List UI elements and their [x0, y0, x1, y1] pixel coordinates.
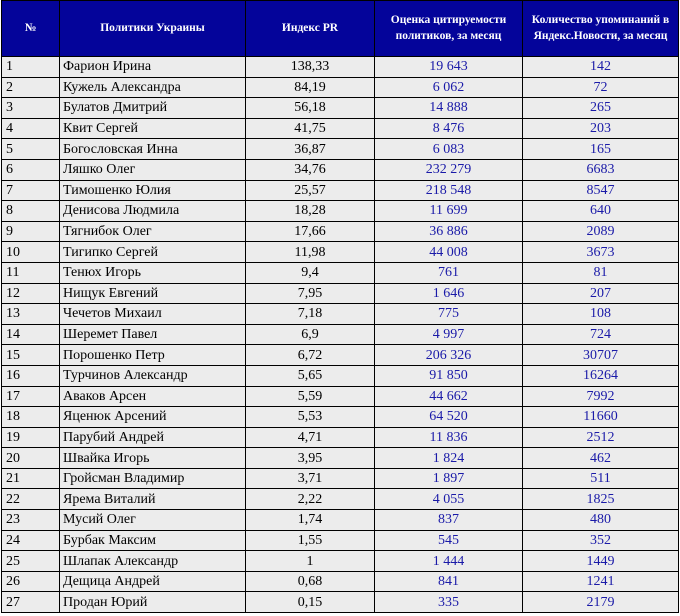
- cell-num: 16: [2, 365, 60, 386]
- cell-name: Кужель Александра: [60, 77, 246, 98]
- table-row: [2, 201, 679, 222]
- cell-mentions: 30707: [523, 345, 679, 366]
- cell-num: 27: [2, 592, 60, 613]
- table-row: [2, 427, 679, 448]
- cell-name: Тигипко Сергей: [60, 242, 246, 263]
- cell-pr-index: 17,66: [246, 221, 375, 242]
- cell-name: Аваков Арсен: [60, 386, 246, 407]
- cell-name: Ярема Виталий: [60, 489, 246, 510]
- cell-mentions: 1825: [523, 489, 679, 510]
- table-row: [2, 304, 679, 325]
- cell-pr-index: 84,19: [246, 77, 375, 98]
- cell-pr-index: 6,72: [246, 345, 375, 366]
- cell-name: Булатов Дмитрий: [60, 98, 246, 119]
- table-row: [2, 262, 679, 283]
- cell-num: 24: [2, 530, 60, 551]
- cell-name: Чечетов Михаил: [60, 304, 246, 325]
- table-row: [2, 180, 679, 201]
- cell-pr-index: 3,71: [246, 468, 375, 489]
- cell-name: Денисова Людмила: [60, 201, 246, 222]
- cell-name: Продан Юрий: [60, 592, 246, 613]
- cell-citation: 232 279: [375, 159, 523, 180]
- table-row: [2, 139, 679, 160]
- cell-pr-index: 0,15: [246, 592, 375, 613]
- table-row: [2, 283, 679, 304]
- cell-pr-index: 11,98: [246, 242, 375, 263]
- table-row: [2, 551, 679, 572]
- cell-num: 3: [2, 98, 60, 119]
- cell-name: Тягнибок Олег: [60, 221, 246, 242]
- table-row: [2, 530, 679, 551]
- cell-mentions: 265: [523, 98, 679, 119]
- cell-pr-index: 1,55: [246, 530, 375, 551]
- table-body: [2, 57, 679, 613]
- cell-num: 25: [2, 551, 60, 572]
- cell-pr-index: 1: [246, 551, 375, 572]
- table-row: [2, 468, 679, 489]
- cell-num: 17: [2, 386, 60, 407]
- cell-citation: 545: [375, 530, 523, 551]
- cell-citation: 837: [375, 510, 523, 531]
- cell-pr-index: 34,76: [246, 159, 375, 180]
- cell-pr-index: 6,9: [246, 324, 375, 345]
- cell-citation: 6 062: [375, 77, 523, 98]
- table-row: [2, 77, 679, 98]
- header-pr-index: Индекс PR: [246, 1, 375, 57]
- cell-pr-index: 9,4: [246, 262, 375, 283]
- cell-citation: 1 897: [375, 468, 523, 489]
- cell-pr-index: 18,28: [246, 201, 375, 222]
- cell-name: Шеремет Павел: [60, 324, 246, 345]
- cell-pr-index: 5,65: [246, 365, 375, 386]
- cell-pr-index: 36,87: [246, 139, 375, 160]
- cell-citation: 64 520: [375, 407, 523, 428]
- cell-mentions: 81: [523, 262, 679, 283]
- cell-citation: 19 643: [375, 57, 523, 78]
- cell-pr-index: 2,22: [246, 489, 375, 510]
- cell-citation: 761: [375, 262, 523, 283]
- cell-mentions: 511: [523, 468, 679, 489]
- cell-num: 14: [2, 324, 60, 345]
- cell-num: 26: [2, 571, 60, 592]
- cell-mentions: 165: [523, 139, 679, 160]
- cell-citation: 44 008: [375, 242, 523, 263]
- table-row: [2, 489, 679, 510]
- cell-name: Тимошенко Юлия: [60, 180, 246, 201]
- cell-pr-index: 56,18: [246, 98, 375, 119]
- cell-citation: 11 836: [375, 427, 523, 448]
- table-row: [2, 448, 679, 469]
- cell-mentions: 2089: [523, 221, 679, 242]
- cell-name: Яценюк Арсений: [60, 407, 246, 428]
- cell-mentions: 3673: [523, 242, 679, 263]
- cell-citation: 1 444: [375, 551, 523, 572]
- cell-num: 22: [2, 489, 60, 510]
- cell-name: Мусий Олег: [60, 510, 246, 531]
- cell-name: Нищук Евгений: [60, 283, 246, 304]
- cell-num: 2: [2, 77, 60, 98]
- cell-name: Квит Сергей: [60, 118, 246, 139]
- cell-citation: 4 997: [375, 324, 523, 345]
- table-row: [2, 510, 679, 531]
- table-row: [2, 365, 679, 386]
- cell-num: 9: [2, 221, 60, 242]
- cell-name: Шлапак Александр: [60, 551, 246, 572]
- cell-pr-index: 41,75: [246, 118, 375, 139]
- cell-mentions: 352: [523, 530, 679, 551]
- cell-num: 6: [2, 159, 60, 180]
- table-row: [2, 159, 679, 180]
- table-row: [2, 57, 679, 78]
- cell-mentions: 72: [523, 77, 679, 98]
- header-row: [2, 1, 679, 57]
- cell-citation: 1 646: [375, 283, 523, 304]
- table-row: [2, 592, 679, 613]
- cell-num: 20: [2, 448, 60, 469]
- cell-mentions: 7992: [523, 386, 679, 407]
- cell-num: 7: [2, 180, 60, 201]
- table-row: [2, 571, 679, 592]
- cell-name: Швайка Игорь: [60, 448, 246, 469]
- cell-mentions: 480: [523, 510, 679, 531]
- cell-name: Порошенко Петр: [60, 345, 246, 366]
- cell-citation: 841: [375, 571, 523, 592]
- cell-mentions: 108: [523, 304, 679, 325]
- cell-name: Дещица Андрей: [60, 571, 246, 592]
- cell-num: 15: [2, 345, 60, 366]
- cell-citation: 11 699: [375, 201, 523, 222]
- cell-citation: 6 083: [375, 139, 523, 160]
- cell-pr-index: 25,57: [246, 180, 375, 201]
- cell-citation: 8 476: [375, 118, 523, 139]
- cell-num: 5: [2, 139, 60, 160]
- cell-pr-index: 5,59: [246, 386, 375, 407]
- cell-citation: 91 850: [375, 365, 523, 386]
- table-row: [2, 221, 679, 242]
- cell-citation: 44 662: [375, 386, 523, 407]
- cell-citation: 14 888: [375, 98, 523, 119]
- cell-pr-index: 138,33: [246, 57, 375, 78]
- cell-num: 11: [2, 262, 60, 283]
- cell-mentions: 203: [523, 118, 679, 139]
- cell-name: Фарион Ирина: [60, 57, 246, 78]
- header-citation: Оценка цитируемости политиков, за месяц: [375, 1, 523, 57]
- table-row: [2, 324, 679, 345]
- cell-pr-index: 7,95: [246, 283, 375, 304]
- cell-num: 10: [2, 242, 60, 263]
- cell-mentions: 2179: [523, 592, 679, 613]
- cell-mentions: 1241: [523, 571, 679, 592]
- header-mentions: Количество упоминаний в Яндекс.Новости, за месяц: [523, 1, 679, 57]
- cell-citation: 218 548: [375, 180, 523, 201]
- table-row: [2, 407, 679, 428]
- cell-mentions: 6683: [523, 159, 679, 180]
- cell-citation: 1 824: [375, 448, 523, 469]
- cell-num: 21: [2, 468, 60, 489]
- table-row: [2, 118, 679, 139]
- cell-mentions: 207: [523, 283, 679, 304]
- cell-mentions: 8547: [523, 180, 679, 201]
- cell-mentions: 11660: [523, 407, 679, 428]
- cell-pr-index: 4,71: [246, 427, 375, 448]
- table-row: [2, 386, 679, 407]
- cell-mentions: 142: [523, 57, 679, 78]
- cell-mentions: 2512: [523, 427, 679, 448]
- cell-pr-index: 7,18: [246, 304, 375, 325]
- header-num: №: [2, 1, 60, 57]
- cell-pr-index: 0,68: [246, 571, 375, 592]
- cell-mentions: 1449: [523, 551, 679, 572]
- cell-citation: 775: [375, 304, 523, 325]
- cell-name: Парубий Андрей: [60, 427, 246, 448]
- cell-citation: 4 055: [375, 489, 523, 510]
- header-name: Политики Украины: [60, 1, 246, 57]
- cell-name: Турчинов Александр: [60, 365, 246, 386]
- cell-mentions: 462: [523, 448, 679, 469]
- cell-mentions: 16264: [523, 365, 679, 386]
- cell-name: Ляшко Олег: [60, 159, 246, 180]
- cell-num: 23: [2, 510, 60, 531]
- cell-citation: 36 886: [375, 221, 523, 242]
- cell-mentions: 640: [523, 201, 679, 222]
- cell-name: Гройсман Владимир: [60, 468, 246, 489]
- cell-name: Тенюх Игорь: [60, 262, 246, 283]
- cell-num: 18: [2, 407, 60, 428]
- table-row: [2, 242, 679, 263]
- cell-pr-index: 3,95: [246, 448, 375, 469]
- cell-num: 12: [2, 283, 60, 304]
- cell-mentions: 724: [523, 324, 679, 345]
- cell-num: 13: [2, 304, 60, 325]
- cell-name: Бурбак Максим: [60, 530, 246, 551]
- table-row: [2, 345, 679, 366]
- cell-citation: 335: [375, 592, 523, 613]
- politicians-table: [1, 0, 679, 613]
- cell-citation: 206 326: [375, 345, 523, 366]
- table-row: [2, 98, 679, 119]
- cell-num: 1: [2, 57, 60, 78]
- cell-num: 8: [2, 201, 60, 222]
- cell-name: Богословская Инна: [60, 139, 246, 160]
- cell-pr-index: 5,53: [246, 407, 375, 428]
- cell-num: 19: [2, 427, 60, 448]
- cell-num: 4: [2, 118, 60, 139]
- cell-pr-index: 1,74: [246, 510, 375, 531]
